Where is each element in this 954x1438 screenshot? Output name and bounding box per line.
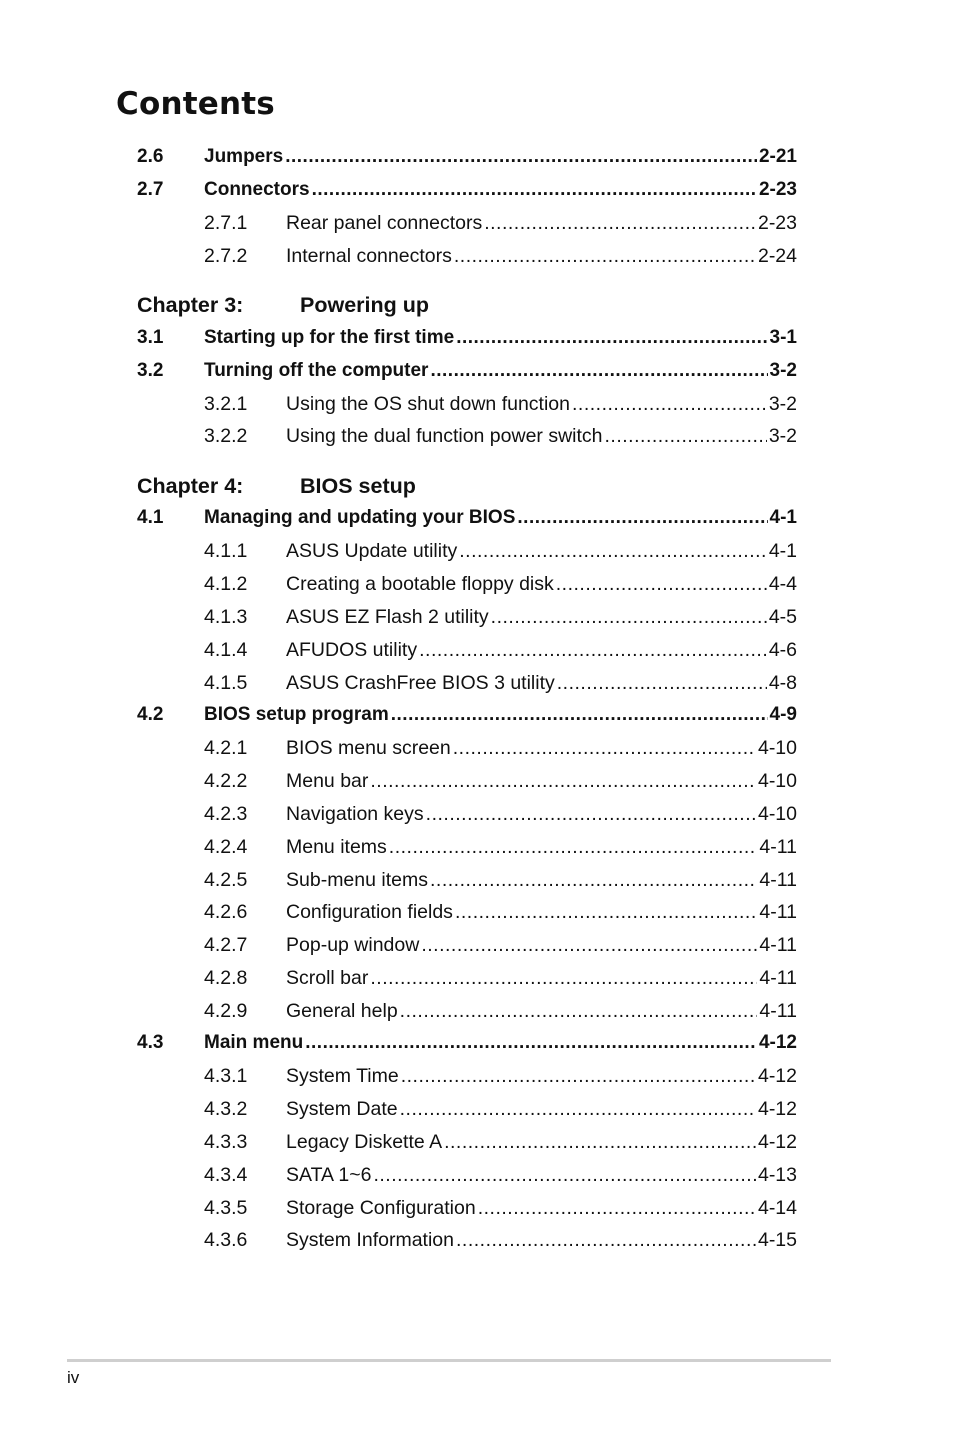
entry-label: Creating a bootable floppy disk xyxy=(286,573,554,595)
dot-leader xyxy=(373,1161,756,1189)
dot-leader xyxy=(389,833,758,861)
toc-subsection-entry[interactable] xyxy=(137,1161,797,1189)
entry-number: 4.3.2 xyxy=(204,1098,248,1120)
toc-subsection-entry[interactable] xyxy=(137,390,797,418)
dot-leader xyxy=(454,242,756,270)
entry-label: Configuration fields xyxy=(286,901,453,923)
entry-label: ASUS EZ Flash 2 utility xyxy=(286,606,489,628)
dot-leader xyxy=(285,143,757,171)
chapter-heading xyxy=(137,471,797,501)
entry-label: Sub-menu items xyxy=(286,869,428,891)
chapter-title: BIOS setup xyxy=(300,474,416,498)
dot-leader xyxy=(453,734,756,762)
entry-page: 2-24 xyxy=(757,245,797,267)
entry-page: 4-11 xyxy=(759,934,797,956)
toc-subsection-entry[interactable] xyxy=(137,898,797,926)
entry-number: 4.2.5 xyxy=(204,869,248,891)
entry-page: 4-13 xyxy=(757,1164,797,1186)
entry-label: AFUDOS utility xyxy=(286,639,418,661)
toc-subsection-entry[interactable] xyxy=(137,767,797,795)
entry-number: 4.1.1 xyxy=(204,540,248,562)
entry-number: 4.1.5 xyxy=(204,672,248,694)
entry-number: 2.7 xyxy=(137,179,164,200)
entry-number: 4.2.8 xyxy=(204,967,248,989)
entry-number: 4.2.4 xyxy=(204,836,248,858)
toc-subsection-entry[interactable] xyxy=(137,1095,797,1123)
entry-label: Turning off the computer xyxy=(204,360,429,381)
toc-subsection-entry[interactable] xyxy=(137,209,797,237)
entry-label: BIOS menu screen xyxy=(286,737,451,759)
entry-label: Internal connectors xyxy=(286,245,452,267)
entry-label: Pop-up window xyxy=(286,934,420,956)
dot-leader xyxy=(312,176,757,204)
toc-subsection-entry[interactable] xyxy=(137,866,797,894)
chapter-title: Powering up xyxy=(300,293,429,317)
entry-page: 4-12 xyxy=(758,1032,797,1053)
entry-label: Using the OS shut down function xyxy=(286,393,570,415)
dot-leader xyxy=(421,931,757,959)
entry-page: 4-11 xyxy=(759,1000,797,1022)
dot-leader xyxy=(400,997,758,1025)
toc-subsection-entry[interactable] xyxy=(137,734,797,762)
entry-page: 4-1 xyxy=(769,507,797,528)
toc-subsection-entry[interactable] xyxy=(137,964,797,992)
entry-page: 4-11 xyxy=(759,967,797,989)
entry-page: 3-2 xyxy=(768,393,797,415)
toc-subsection-entry[interactable] xyxy=(137,537,797,565)
entry-page: 4-8 xyxy=(768,672,797,694)
dot-leader xyxy=(478,1194,756,1222)
entry-page: 4-15 xyxy=(757,1229,797,1251)
entry-page: 4-14 xyxy=(757,1197,797,1219)
dot-leader xyxy=(419,636,767,664)
dot-leader xyxy=(305,1029,757,1057)
entry-number: 4.3.6 xyxy=(204,1229,248,1251)
dot-leader xyxy=(456,1226,756,1254)
page-number: iv xyxy=(67,1368,80,1387)
entry-page: 4-11 xyxy=(759,836,797,858)
entry-label: System Date xyxy=(286,1098,398,1120)
entry-label: Main menu xyxy=(204,1032,304,1053)
entry-label: ASUS Update utility xyxy=(286,540,458,562)
entry-label: Storage Configuration xyxy=(286,1197,476,1219)
toc-section-entry[interactable] xyxy=(137,504,797,532)
entry-label: Rear panel connectors xyxy=(286,212,483,234)
dot-leader xyxy=(391,701,768,729)
toc-section-entry[interactable] xyxy=(137,357,797,385)
entry-label: Using the dual function power switch xyxy=(286,425,603,447)
entry-page: 4-5 xyxy=(768,606,797,628)
dot-leader xyxy=(400,1095,756,1123)
entry-number: 4.2.7 xyxy=(204,934,248,956)
entry-number: 4.3.3 xyxy=(204,1131,248,1153)
toc-section-entry[interactable] xyxy=(137,176,797,204)
entry-label: ASUS CrashFree BIOS 3 utility xyxy=(286,672,555,694)
entry-label: System Time xyxy=(286,1065,399,1087)
dot-leader xyxy=(456,324,767,352)
entry-page: 4-10 xyxy=(757,770,797,792)
toc-subsection-entry[interactable] xyxy=(137,1194,797,1222)
entry-label: Navigation keys xyxy=(286,803,424,825)
dot-leader xyxy=(517,504,767,532)
entry-number: 3.2.2 xyxy=(204,425,248,447)
entry-page: 4-4 xyxy=(768,573,797,595)
page-title: Contents xyxy=(116,86,275,122)
toc-subsection-entry[interactable] xyxy=(137,669,797,697)
toc-subsection-entry[interactable] xyxy=(137,1226,797,1254)
entry-label: Connectors xyxy=(204,179,310,200)
dot-leader xyxy=(557,669,767,697)
entry-page: 4-11 xyxy=(759,901,797,923)
toc-section-entry[interactable] xyxy=(137,701,797,729)
dot-leader xyxy=(556,570,767,598)
dot-leader xyxy=(484,209,756,237)
entry-number: 2.7.1 xyxy=(204,212,248,234)
chapter-number: Chapter 4: xyxy=(137,474,244,498)
entry-page: 2-21 xyxy=(758,146,797,167)
entry-number: 4.3.5 xyxy=(204,1197,248,1219)
toc-subsection-entry[interactable] xyxy=(137,833,797,861)
entry-number: 4.3.1 xyxy=(204,1065,248,1087)
entry-label: Starting up for the first time xyxy=(204,327,455,348)
entry-page: 2-23 xyxy=(757,212,797,234)
entry-number: 4.1 xyxy=(137,507,164,528)
entry-label: Legacy Diskette A xyxy=(286,1131,443,1153)
toc-subsection-entry[interactable] xyxy=(137,422,797,450)
toc-subsection-entry[interactable] xyxy=(137,570,797,598)
toc-subsection-entry[interactable] xyxy=(137,997,797,1025)
entry-page: 4-12 xyxy=(757,1065,797,1087)
entry-label: Jumpers xyxy=(204,146,284,167)
entry-number: 4.1.4 xyxy=(204,639,248,661)
entry-number: 4.2.9 xyxy=(204,1000,248,1022)
chapter-number: Chapter 3: xyxy=(137,293,244,317)
entry-number: 3.1 xyxy=(137,327,164,348)
entry-page: 3-2 xyxy=(769,360,797,381)
dot-leader xyxy=(430,357,767,385)
entry-label: Managing and updating your BIOS xyxy=(204,507,516,528)
toc-subsection-entry[interactable] xyxy=(137,242,797,270)
entry-number: 3.2 xyxy=(137,360,164,381)
dot-leader xyxy=(459,537,767,565)
chapter-heading xyxy=(137,290,797,320)
toc-section-entry[interactable] xyxy=(137,1029,797,1057)
entry-page: 4-1 xyxy=(768,540,797,562)
toc-subsection-entry[interactable] xyxy=(137,1062,797,1090)
dot-leader xyxy=(455,898,757,926)
footer-divider xyxy=(67,1359,831,1362)
toc-subsection-entry[interactable] xyxy=(137,603,797,631)
dot-leader xyxy=(430,866,757,894)
toc-subsection-entry[interactable] xyxy=(137,636,797,664)
entry-page: 4-11 xyxy=(759,869,797,891)
entry-page: 4-12 xyxy=(757,1098,797,1120)
entry-page: 4-10 xyxy=(757,803,797,825)
dot-leader xyxy=(370,964,757,992)
toc-section-entry[interactable] xyxy=(137,324,797,352)
dot-leader xyxy=(444,1128,756,1156)
entry-label: Menu items xyxy=(286,836,387,858)
dot-leader xyxy=(370,767,756,795)
entry-number: 4.2.1 xyxy=(204,737,248,759)
entry-label: System Information xyxy=(286,1229,454,1251)
entry-number: 4.2.3 xyxy=(204,803,248,825)
dot-leader xyxy=(491,603,767,631)
entry-page: 3-1 xyxy=(769,327,797,348)
dot-leader xyxy=(572,390,767,418)
toc-subsection-entry[interactable] xyxy=(137,800,797,828)
entry-page: 4-10 xyxy=(757,737,797,759)
dot-leader xyxy=(426,800,756,828)
entry-number: 2.7.2 xyxy=(204,245,248,267)
entry-page: 2-23 xyxy=(758,179,797,200)
entry-page: 4-9 xyxy=(769,704,797,725)
entry-number: 4.1.3 xyxy=(204,606,248,628)
entry-number: 4.1.2 xyxy=(204,573,248,595)
entry-page: 4-6 xyxy=(768,639,797,661)
toc-section-entry[interactable] xyxy=(137,143,797,171)
entry-number: 4.2 xyxy=(137,704,164,725)
entry-number: 4.2.6 xyxy=(204,901,248,923)
entry-page: 3-2 xyxy=(768,425,797,447)
entry-page: 4-12 xyxy=(757,1131,797,1153)
entry-number: 2.6 xyxy=(137,146,164,167)
entry-number: 4.2.2 xyxy=(204,770,248,792)
toc-subsection-entry[interactable] xyxy=(137,1128,797,1156)
toc-subsection-entry[interactable] xyxy=(137,931,797,959)
entry-label: General help xyxy=(286,1000,398,1022)
entry-label: Scroll bar xyxy=(286,967,369,989)
dot-leader xyxy=(605,422,767,450)
entry-label: BIOS setup program xyxy=(204,704,389,725)
dot-leader xyxy=(401,1062,756,1090)
entry-number: 4.3 xyxy=(137,1032,164,1053)
entry-label: Menu bar xyxy=(286,770,369,792)
entry-number: 4.3.4 xyxy=(204,1164,248,1186)
entry-label: SATA 1~6 xyxy=(286,1164,372,1186)
entry-number: 3.2.1 xyxy=(204,393,248,415)
